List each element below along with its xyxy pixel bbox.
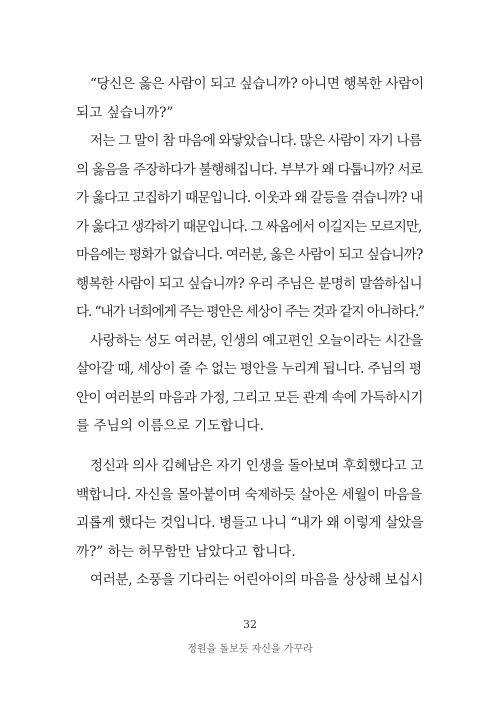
paragraph [76, 566, 424, 595]
page-number: 32 [243, 618, 257, 631]
text-line: 까?” 하는 허무함만 남았다고 합니다. [76, 543, 296, 560]
text-line: 사랑하는 성도 여러분, 인생의 예고편인 오늘이라는 시간을 [90, 332, 424, 349]
text-line: 다. “내가 너희에게 주는 평안은 세상이 주는 것과 같지 아니하다.” [76, 304, 424, 320]
paragraph [76, 70, 424, 127]
paragraph [76, 452, 424, 566]
paragraph [76, 327, 424, 441]
text-line: 정신과 의사 김혜남은 자기 인생을 돌아보며 후회했다고 고 [90, 458, 424, 474]
text-line: 여러분, 소풍을 기다리는 어린아이의 마음을 상상해 보십시 [90, 572, 424, 588]
text-line: 가 옳다고 생각하기 때문입니다. 그 싸움에서 이길지는 모르지만, [76, 218, 422, 235]
text-line: 되고 싶습니까?” [76, 104, 174, 121]
body-text-section-2 [76, 452, 424, 595]
body-text-section-1 [76, 70, 424, 441]
text-line: 가 옳다고 고집하기 때문입니다. 이웃과 왜 갈등을 겪습니까? 내 [76, 190, 423, 206]
text-line: 살아갈 때, 세상이 줄 수 없는 평안을 누리게 됩니다. 주님의 평 [76, 361, 422, 377]
text-line: 괴롭게 했다는 것입니다. 병들고 나니 “내가 왜 이렇게 살았을 [76, 515, 424, 531]
text-line: 의 옳음을 주장하다가 불행해집니다. 부부가 왜 다툽니까? 서로 [76, 161, 423, 178]
text-line: 저는 그 말이 참 마음에 와닿았습니다. 많은 사람이 자기 나름 [90, 133, 422, 149]
text-line: 행복한 사람이 되고 싶습니까? 우리 주님은 분명히 말씀하십니 [76, 275, 423, 292]
text-line: 마음에는 평화가 없습니다. 여러분, 옳은 사람이 되고 싶습니까? [76, 247, 423, 263]
running-title: 정원을 돌보듯 자신을 가꾸라 [187, 644, 313, 655]
text-line: 를 주님의 이름으로 기도합니다. [76, 418, 264, 434]
paragraph [76, 127, 424, 327]
text-line: 백합니다. 자신을 몰아붙이며 숙제하듯 살아온 세월이 마음을 [76, 486, 422, 503]
text-line: “당신은 옳은 사람이 되고 싶습니까? 아니면 행복한 사람이 [90, 76, 424, 92]
text-line: 안이 여러분의 마음과 가정, 그리고 모든 관계 속에 가득하시기 [76, 389, 423, 406]
